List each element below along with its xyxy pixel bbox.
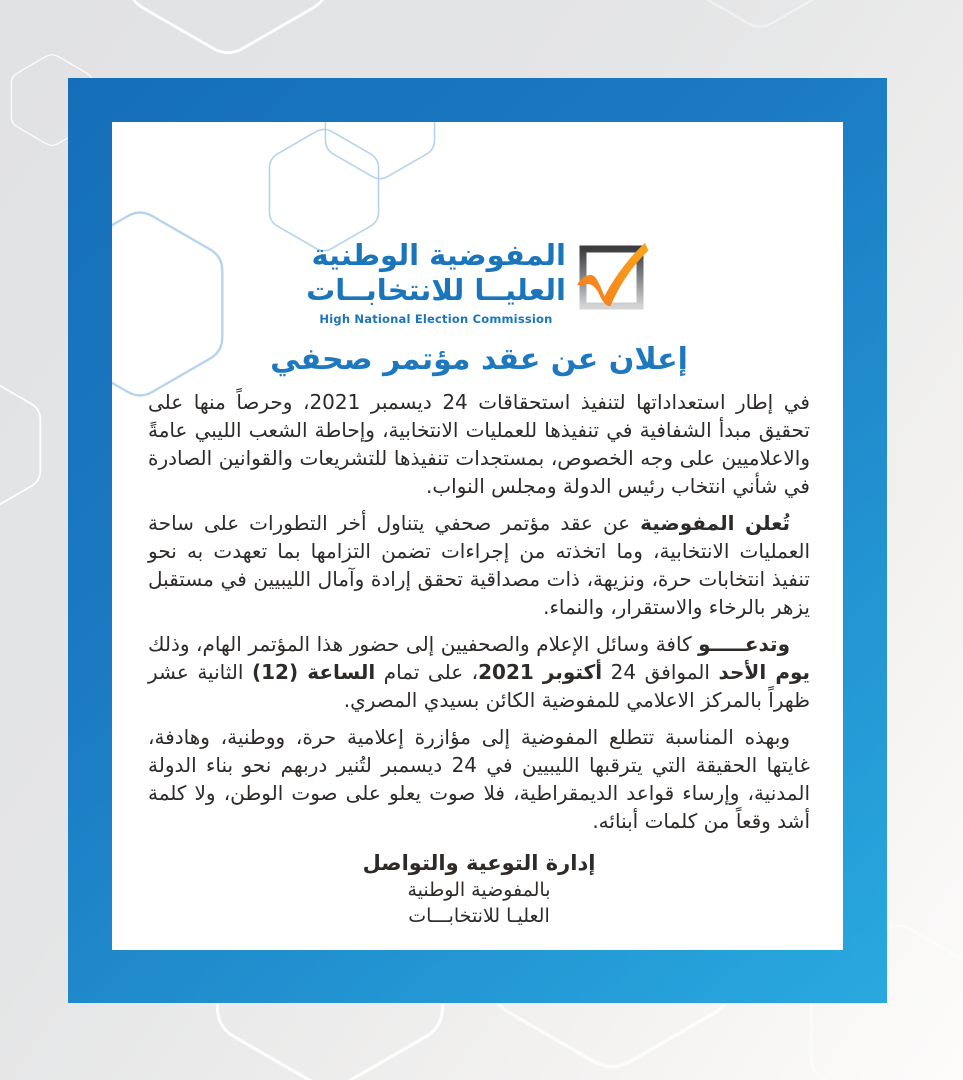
hexagon-decoration — [682, 0, 838, 27]
blue-border-frame — [68, 78, 887, 1003]
hexagon-decoration — [128, 0, 327, 53]
signature-block — [148, 849, 810, 929]
text-segment: الثانية عشر ظهراً بالمركز الاعلامي للمفوضية الكائن بسيدي المصري. — [148, 660, 810, 712]
text-segment: عن عقد مؤتمر صحفي يتناول أخر التطورات على ساحة العمليات الانتخابية، وما اتخذته من إجراءات تضمن التزامها بما تعهدت به نحو تنفيذ انتخابات حرة، ونزيهة، ذات مصداقية تحقق إرادة وآمال الليبيين في مستقبل يزهر بالرخاء والاستقرار، والنماء. — [148, 511, 810, 619]
announcement-title: إعلان عن عقد مؤتمر صحفي — [270, 342, 688, 377]
text-segment-bold: تُعلن المفوضية — [640, 511, 791, 535]
logo-english-caption: High National Election Commission — [319, 312, 553, 326]
paragraph-2 — [148, 509, 810, 621]
text-segment-bold: وتدعـــــو — [698, 632, 790, 656]
logo-arabic-line2: العليــا للانتخابــات — [306, 273, 566, 307]
signature-commission-line2: العليـا للانتخابـــات — [408, 905, 550, 927]
paragraph-1 — [148, 388, 810, 500]
text-segment: ، على تمام — [375, 660, 479, 684]
text-segment-bold: يوم الأحد — [718, 660, 811, 684]
text-segment: كافة وسائل الإعلام والصحفيين إلى حضور هذا المؤتمر الهام، وذلك — [148, 632, 699, 656]
signature-department: إدارة التوعية والتواصل — [362, 851, 596, 875]
text-segment: في إطار استعداداتها لتنفيذ استحقاقات 24 ديسمبر 2021، وحرصاً منها على تحقيق مبدأ الشفافية في تنفيذها للعمليات الانتخابية، وإحاطة الشعب الليبي عامةً والاعلاميين على وجه الخصوص، بمستجدات تنفيذها للتشريعات والقوانين الصادرة في شأني انتخاب رئيس الدولة ومجلس النواب. — [148, 390, 810, 498]
logo-arabic-line1: المفوضية الوطنية — [311, 238, 566, 272]
announcement-card — [112, 122, 843, 950]
text-segment: وبهذه المناسبة تتطلع المفوضية إلى مؤازرة إعلامية حرة، ووطنية، وهادفة، غايتها الحقيقة التي يترقبها الليبيين في 24 ديسمبر لتُنير دربهم نحو بناء الدولة المدنية، وإرساء قواعد الديمقراطية، فلا صوت يعلو على صوت الوطن، ولا كلمة أشد وقعاً من كلمات أبنائه. — [148, 725, 810, 833]
hexagon-decoration — [325, 122, 434, 179]
paragraph-4 — [148, 723, 810, 835]
card-content — [112, 238, 843, 929]
hexagon-decoration — [269, 129, 378, 250]
text-segment: الموافق 24 — [602, 660, 719, 684]
paragraph-3 — [148, 630, 810, 714]
hnec-logo-text — [306, 238, 566, 326]
text-segment-bold: أكتوبر 2021 — [478, 660, 603, 684]
text-segment-bold: الساعة (12) — [251, 660, 376, 684]
signature-commission-line1: بالمفوضية الوطنية — [407, 879, 551, 901]
checkbox-ballot-icon — [574, 240, 652, 318]
hnec-logo — [148, 238, 810, 326]
announcement-body — [148, 388, 810, 835]
hexagon-decoration — [0, 376, 40, 515]
